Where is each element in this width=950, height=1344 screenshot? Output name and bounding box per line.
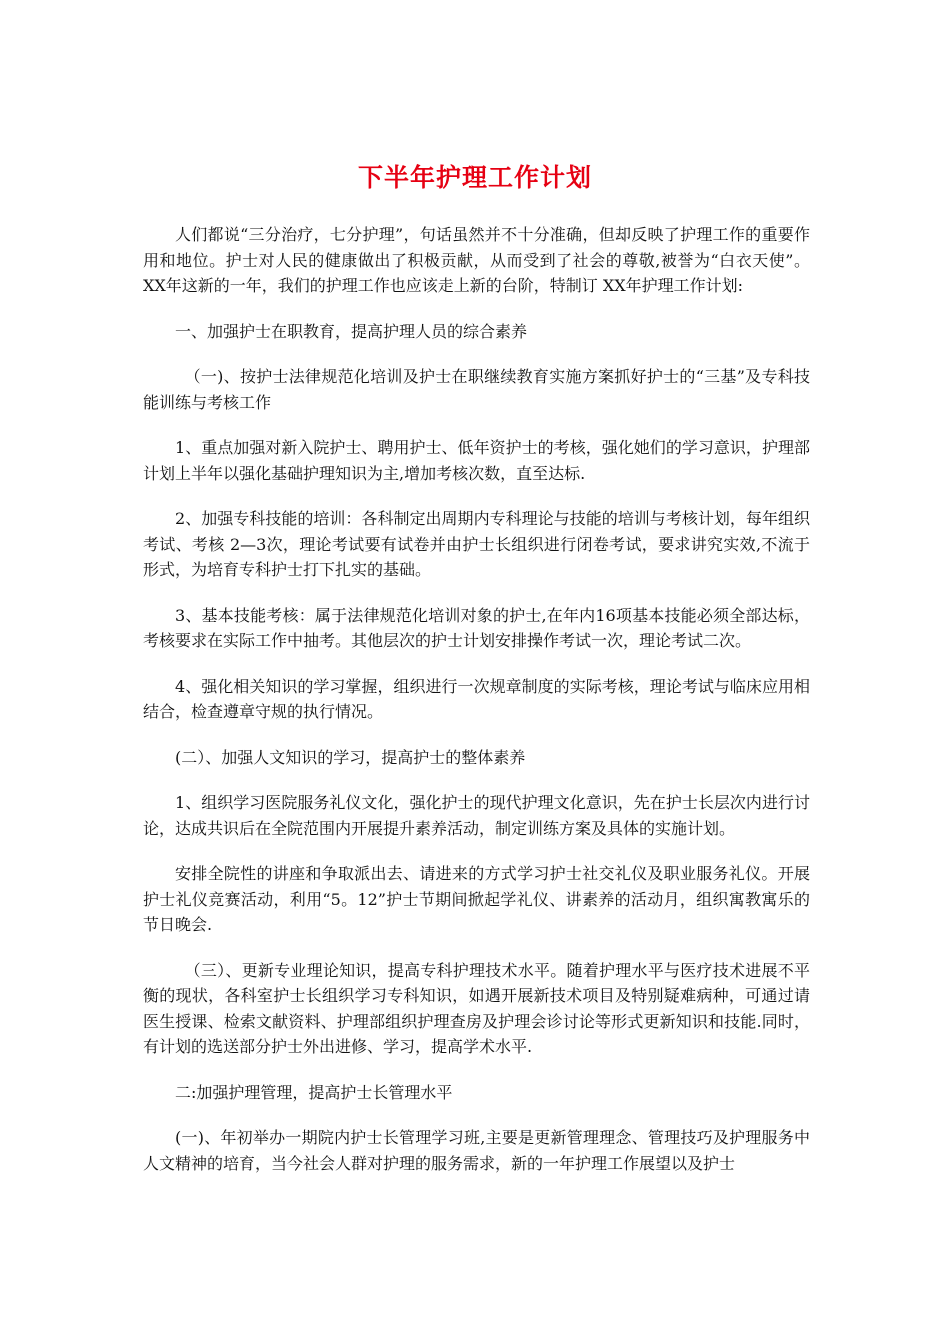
paragraph-item-1: 1、重点加强对新入院护士、聘用护士、低年资护士的考核，强化她们的学习意识，护理部计划上半年以强化基础护理知识为主,增加考核次数，直至达标.	[143, 438, 810, 483]
paragraph-etiquette-activities: 安排全院性的讲座和争取派出去、请进来的方式学习护士社交礼仪及职业服务礼仪。开展护士礼仪竞赛活动，利用“5。12”护士节期间掀起学礼仪、讲素养的活动月，组织寓教寓乐的节日晚会.	[143, 864, 810, 934]
subsection-heading-1-1: （一)、按护士法律规范化培训及护士在职继续教育实施方案抓好护士的“三基”及专科技能训练与考核工作	[143, 367, 810, 412]
document-body	[143, 222, 810, 1196]
paragraph-item-etiquette: 1、组织学习医院服务礼仪文化，强化护士的现代护理文化意识，先在护士长层次内进行讨论，达成共识后在全院范围内开展提升素养活动，制定训练方案及具体的实施计划。	[143, 793, 810, 838]
section-heading-1: 一、加强护士在职教育，提高护理人员的综合素养	[175, 321, 528, 341]
paragraph-intro: 人们都说“三分治疗，七分护理”，句话虽然并不十分准确，但却反映了护理工作的重要作用和地位。护士对人民的健康做出了积极贡献，从而受到了社会的尊敬,被誉为“白衣天使”。XX年这新的一年，我们的护理工作也应该走上新的台阶，特制订 XX年护理工作计划:	[143, 225, 810, 295]
paragraph-item-3: 3、基本技能考核：属于法律规范化培训对象的护士,在年内16项基本技能必须全部达标，考核要求在实际工作中抽考。其他层次的护士计划安排操作考试一次，理论考试二次。	[143, 605, 810, 650]
subsection-heading-2-1: (一)、年初举办一期院内护士长管理学习班,主要是更新管理理念、管理技巧及护理服务中人文精神的培育，当今社会人群对护理的服务需求，新的一年护理工作展望以及护士	[143, 1128, 810, 1173]
document-title: 下半年护理工作计划	[357, 163, 592, 192]
section-heading-2: 二:加强护理管理，提高护士长管理水平	[175, 1082, 453, 1102]
subsection-heading-1-2: (二）、加强人文知识的学习，提高护士的整体素养	[175, 747, 526, 767]
paragraph-item-4: 4、强化相关知识的学习掌握，组织进行一次规章制度的实际考核，理论考试与临床应用相结合，检查遵章守规的执行情况。	[143, 676, 810, 721]
paragraph-item-2: 2、加强专科技能的培训：各科制定出周期内专科理论与技能的培训与考核计划，每年组织考试、考核 2—3次，理论考试要有试卷并由护士长组织进行闭卷考试，要求讲究实效,不流于形式，为培育专科护士打下扎实的基础。	[143, 509, 810, 579]
subsection-heading-1-3: （三）、更新专业理论知识，提高专科护理技术水平。随着护理水平与医疗技术进展不平衡的现状，各科室护士长组织学习专科知识，如遇开展新技术项目及特别疑难病种，可通过请医生授课、检索文献资料、护理部组织护理查房及护理会诊讨论等形式更新知识和技能.同时，有计划的选送部分护士外出进修、学习，提高学术水平.	[143, 960, 810, 1056]
